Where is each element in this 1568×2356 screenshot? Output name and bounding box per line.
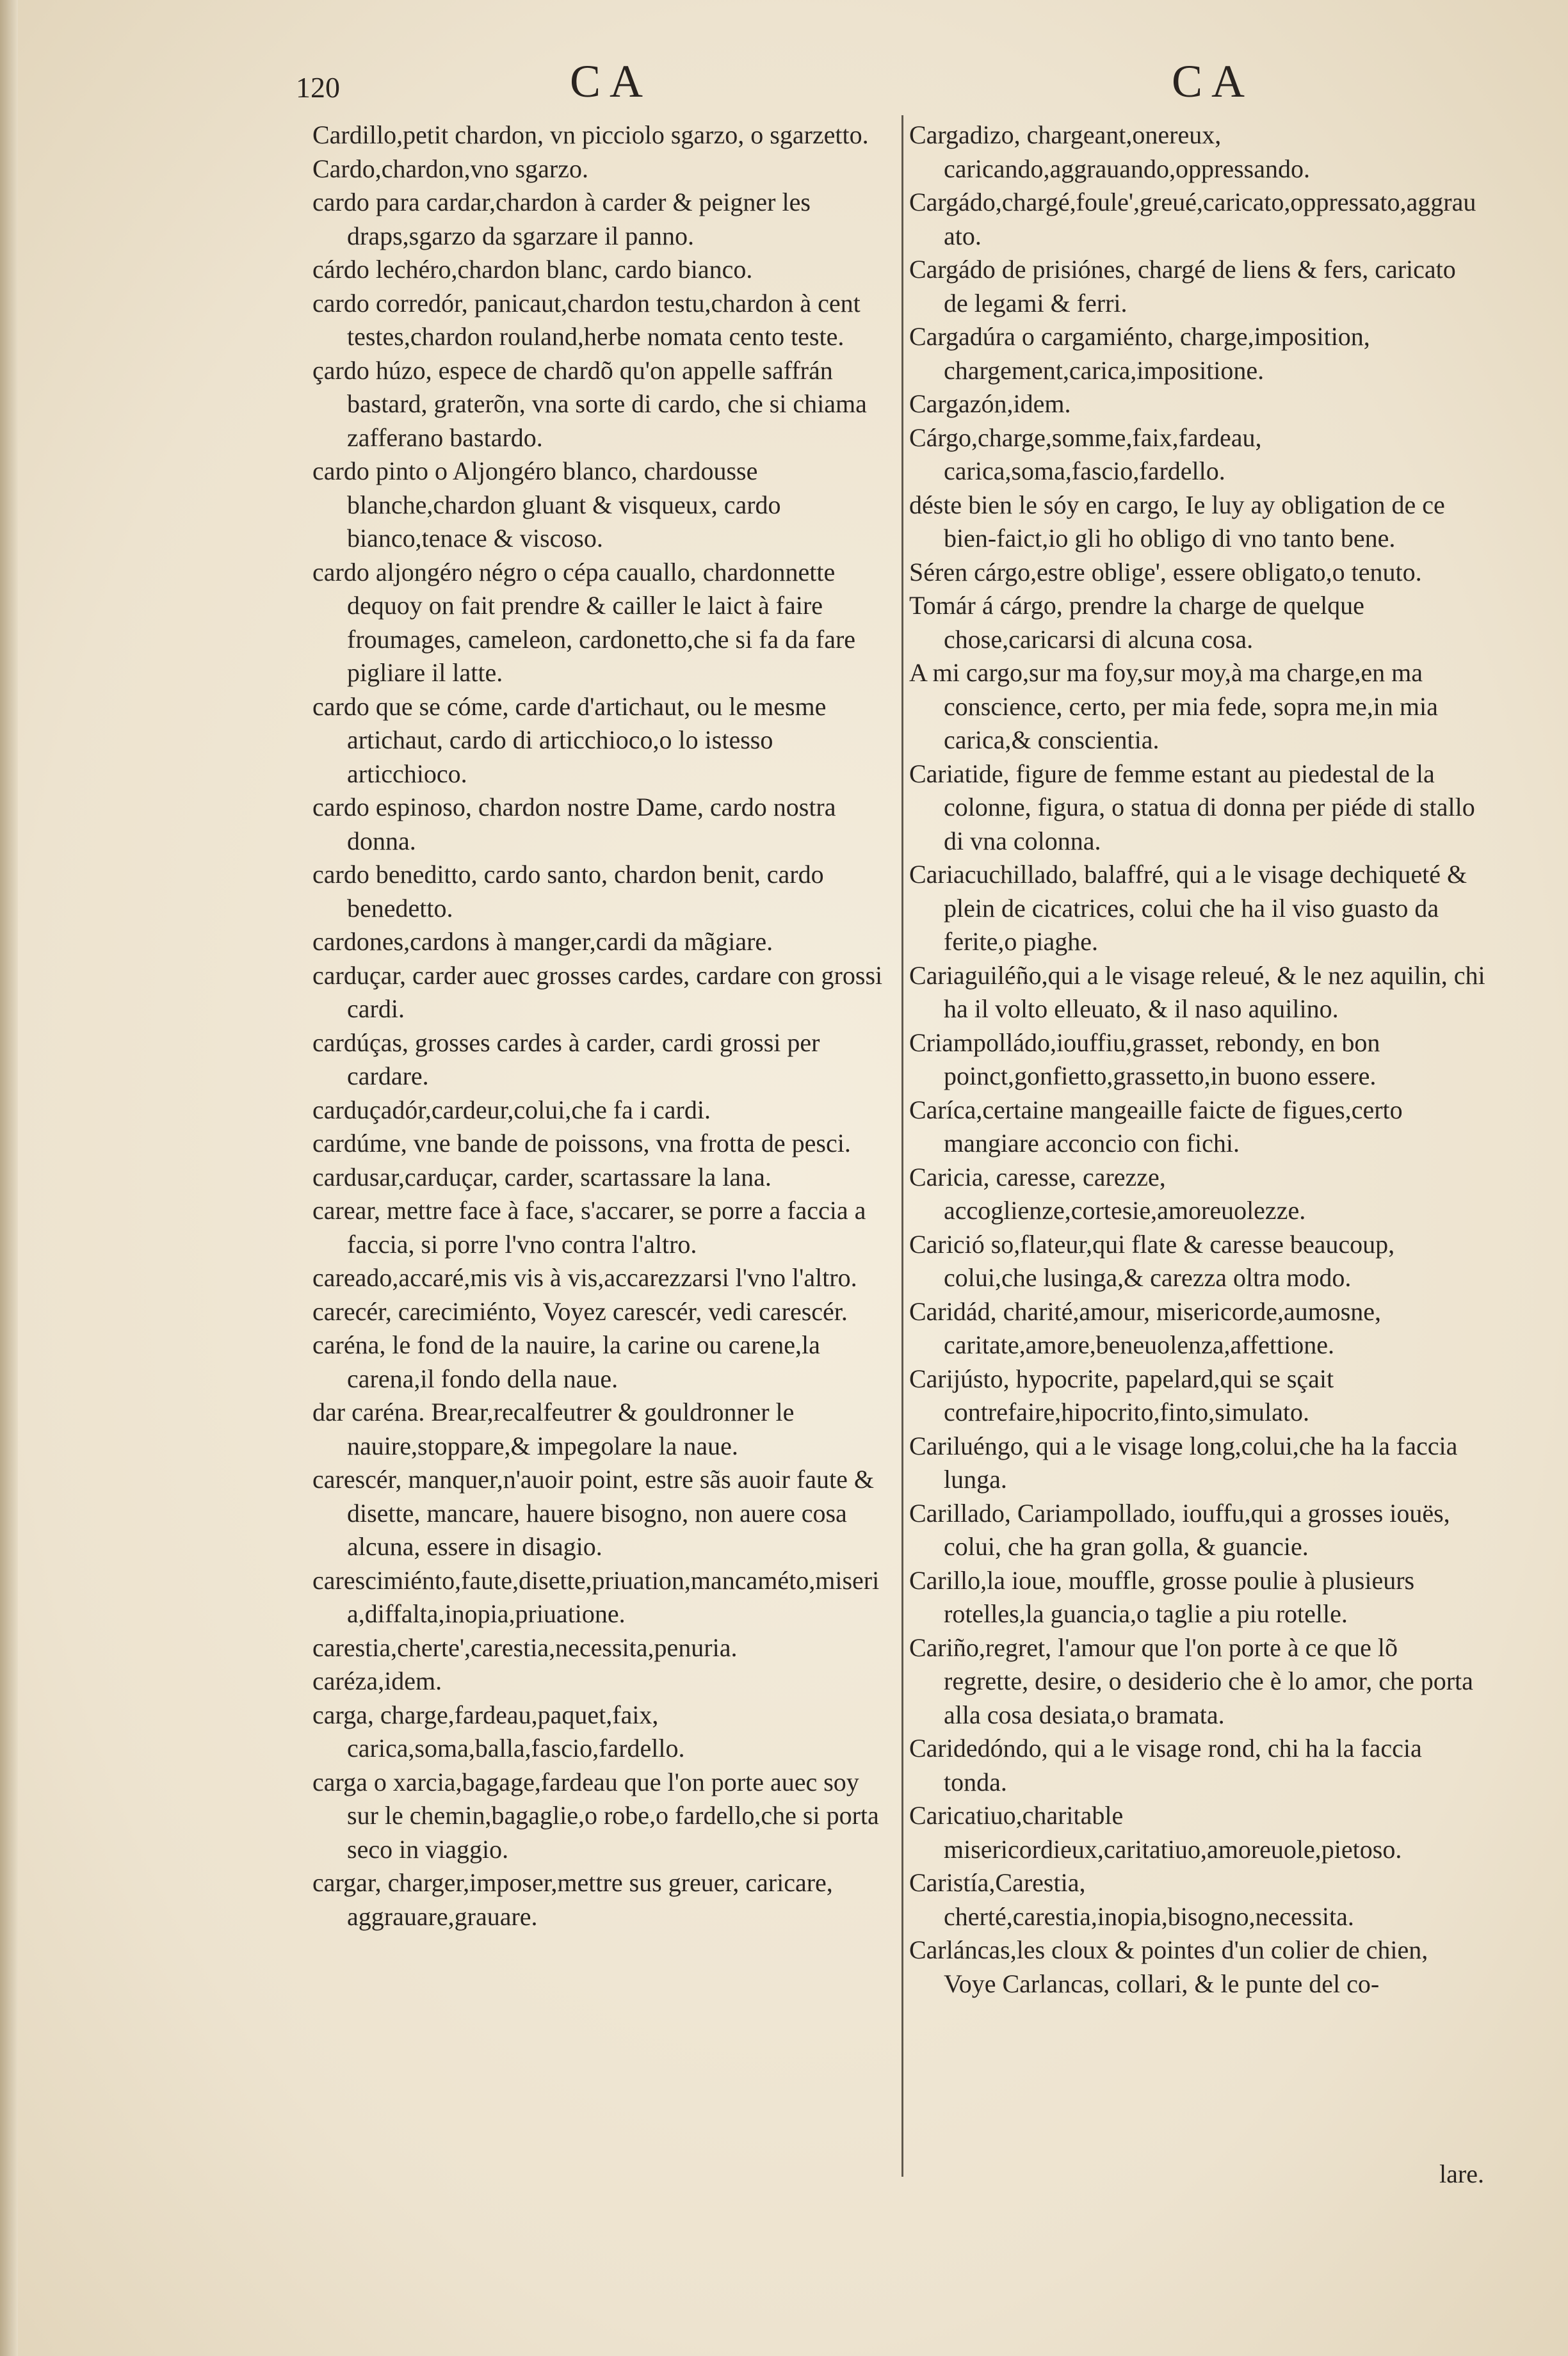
dictionary-entry: Cariño,regret, l'amour que l'on porte à ce que lõ regrette, desire, o desiderio che è lo amor, che porta alla cosa desiata,o bramata.	[909, 1633, 1473, 1729]
dictionary-entry: Caríca,certaine mangeaille faicte de figues,certo mangiare acconcio con fichi.	[909, 1095, 1403, 1158]
column-divider	[901, 115, 903, 2177]
dictionary-entry: cardo pinto o Aljongéro blanco, chardousse blanche,chardon gluant & visqueux, cardo bianco,tenace & viscoso.	[312, 456, 781, 553]
page-header	[0, 51, 1568, 109]
dictionary-entry: Cariluéngo, qui a le visage long,colui,che ha la faccia lunga.	[909, 1431, 1458, 1494]
dictionary-entry: carear, mettre face à face, s'accarer, se porre a faccia a faccia, si porre l'vno contra l'altro.	[312, 1196, 866, 1259]
dictionary-entry: Cárgo,charge,somme,faix,fardeau, carica,soma,fascio,fardello.	[909, 423, 1262, 485]
dictionary-entry: Criampolládo,iouffiu,grasset, rebondy, en bon poinct,gonfietto,grassetto,in buono essere.	[909, 1028, 1380, 1090]
dictionary-entry: Caridád, charité,amour, misericorde,aumosne, caritate,amore,beneuolenza,affettione.	[909, 1296, 1382, 1359]
dictionary-entry: çardo húzo, espece de chardõ qu'on appelle saffrán bastard, graterõn, vna sorte di cardo, che si chiama zafferano bastardo.	[312, 355, 867, 452]
dictionary-entry: carduçar, carder auec grosses cardes, cardare con grossi cardi.	[312, 960, 883, 1023]
dictionary-entry: carga, charge,fardeau,paquet,faix, carica,soma,balla,fascio,fardello.	[312, 1700, 685, 1763]
right-running-head: CA	[1172, 56, 1254, 107]
page-number: 120	[296, 71, 340, 104]
left-column	[312, 118, 889, 1933]
dictionary-entry: Séren cárgo,estre oblige', essere obligato,o tenuto.	[909, 557, 1422, 586]
dictionary-entry: carescér, manquer,n'auoir point, estre sãs auoir faute & disette, mancare, hauere bisogno, non auere cosa alcuna, essere in disagio.	[312, 1465, 874, 1561]
dictionary-entry: cardones,cardons à manger,cardi da mãgiare.	[312, 927, 773, 956]
dictionary-entry: cardo corredór, panicaut,chardon testu,chardon à cent testes,chardon rouland,herbe nomata cento teste.	[312, 288, 861, 351]
dictionary-entry: Cariacuchillado, balaffré, qui a le visage dechiqueté & plein de cicatrices, colui che ha il viso guasto da ferite,o piaghe.	[909, 860, 1467, 956]
dictionary-entry: déste bien le sóy en cargo, Ie luy ay obligation de ce bien-faict,io gli ho obligo di vno tanto bene.	[909, 490, 1445, 553]
dictionary-entry: Tomár á cárgo, prendre la charge de quelque chose,caricarsi di alcuna cosa.	[909, 591, 1364, 654]
dictionary-entry: cárdo lechéro,chardon blanc, cardo bianco.	[312, 255, 753, 284]
dictionary-entry: cardo espinoso, chardon nostre Dame, cardo nostra donna.	[312, 793, 836, 855]
dictionary-entry: cargar, charger,imposer,mettre sus greuer, caricare, aggrauare,grauare.	[312, 1868, 833, 1931]
dictionary-entry: carestia,cherte',carestia,necessita,penuria.	[312, 1633, 738, 1662]
right-column	[909, 118, 1485, 2001]
dictionary-entry: Caridedóndo, qui a le visage rond, chi ha la faccia tonda.	[909, 1734, 1422, 1796]
left-running-head: CA	[570, 56, 652, 107]
dictionary-entry: Carijústo, hypocrite, papelard,qui se sçait contrefaire,hipocrito,finto,simulato.	[909, 1364, 1334, 1426]
dictionary-entry: dar caréna. Brear,recalfeutrer & gouldronner le nauire,stoppare,& impegolare la naue.	[312, 1398, 795, 1460]
dictionary-entry: cardúças, grosses cardes à carder, cardi grossi per cardare.	[312, 1028, 820, 1090]
dictionary-entry: careado,accaré,mis vis à vis,accarezzarsi l'vno l'altro.	[312, 1263, 857, 1292]
dictionary-entry: Cargadizo, chargeant,onereux, caricando,aggrauando,oppressando.	[909, 120, 1310, 183]
dictionary-entry: cardusar,carduçar, carder, scartassare la lana.	[312, 1162, 772, 1191]
dictionary-entry: Carláncas,les cloux & pointes d'un colier de chien, Voye Carlancas, collari, & le punte del co-	[909, 1935, 1428, 1998]
dictionary-entry: A mi cargo,sur ma foy,sur moy,à ma charge,en ma conscience, certo, per mia fede, sopra me,in mia carica,& conscientia.	[909, 658, 1438, 754]
dictionary-entry: Caricia, caresse, carezze, accoglienze,cortesie,amoreuolezze.	[909, 1162, 1306, 1225]
dictionary-entry: Carillado, Cariampollado, iouffu,qui a grosses iouës, colui, che ha gran golla, & guancie.	[909, 1498, 1450, 1561]
dictionary-entry: Cargadúra o cargamiénto, charge,imposition, chargement,carica,impositione.	[909, 322, 1370, 385]
dictionary-entry: caréza,idem.	[312, 1666, 442, 1695]
dictionary-entry: cardo beneditto, cardo santo, chardon benit, cardo benedetto.	[312, 860, 824, 923]
dictionary-entry: carescimiénto,faute,disette,priuation,mancaméto,miseria,diffalta,inopia,priuatione.	[312, 1565, 880, 1628]
dictionary-entry: cardo aljongéro négro o cépa cauallo, chardonnette dequoy on fait prendre & cailler le laict à faire froumages, cameleon, cardonetto,che si fa da fare pigliare il latte.	[312, 557, 856, 687]
dictionary-entry: Cardo,chardon,vno sgarzo.	[312, 154, 588, 183]
dictionary-entry: Carillo,la ioue, mouffle, grosse poulie à plusieurs rotelles,la guancia,o taglie a piu rotelle.	[909, 1565, 1415, 1628]
dictionary-entry: Cariatide, figure de femme estant au piedestal de la colonne, figura, o statua di donna per piéde di stallo di vna colonna.	[909, 759, 1475, 855]
dictionary-entry: carga o xarcia,bagage,fardeau que l'on porte auec soy sur le chemin,bagaglie,o robe,o fardello,che si porta seco in viaggio.	[312, 1767, 879, 1864]
dictionary-entry: Cargádo,chargé,foule',greué,caricato,oppressato,aggrauato.	[909, 188, 1476, 250]
dictionary-entry: Cargádo de prisiónes, chargé de liens & fers, caricato de legami & ferri.	[909, 255, 1456, 318]
dictionary-entry: Cariaguiléño,qui a le visage releué, & le nez aquilin, chi ha il volto elleuato, & il naso aquilino.	[909, 960, 1485, 1023]
catchword: lare.	[1439, 2159, 1484, 2188]
dictionary-entry: Cardillo,petit chardon, vn picciolo sgarzo, o sgarzetto.	[312, 120, 869, 149]
dictionary-entry: cardo para cardar,chardon à carder & peigner les draps,sgarzo da sgarzare il panno.	[312, 188, 811, 250]
dictionary-entry: Cargazón,idem.	[909, 389, 1071, 418]
dictionary-entry: Carició so,flateur,qui flate & caresse beaucoup, colui,che lusinga,& carezza oltra modo.	[909, 1229, 1395, 1292]
dictionary-entry: Caristía,Carestia, cherté,carestia,inopia,bisogno,necessita.	[909, 1868, 1354, 1931]
dictionary-entry: carecér, carecimiénto, Voyez carescér, vedi carescér.	[312, 1296, 848, 1326]
dictionary-entry: cardúme, vne bande de poissons, vna frotta de pesci.	[312, 1129, 851, 1158]
dictionary-entry: caréna, le fond de la nauire, la carine ou carene,la carena,il fondo della naue.	[312, 1330, 820, 1393]
dictionary-entry: carduçadór,cardeur,colui,che fa i cardi.	[312, 1095, 711, 1124]
page-edge-shadow	[0, 0, 18, 2356]
dictionary-entry: Caricatiuo,charitable misericordieux,caritatiuo,amoreuole,pietoso.	[909, 1801, 1402, 1864]
dictionary-entry: cardo que se cóme, carde d'artichaut, ou le mesme artichaut, cardo di articchioco,o lo istesso articchioco.	[312, 691, 827, 788]
